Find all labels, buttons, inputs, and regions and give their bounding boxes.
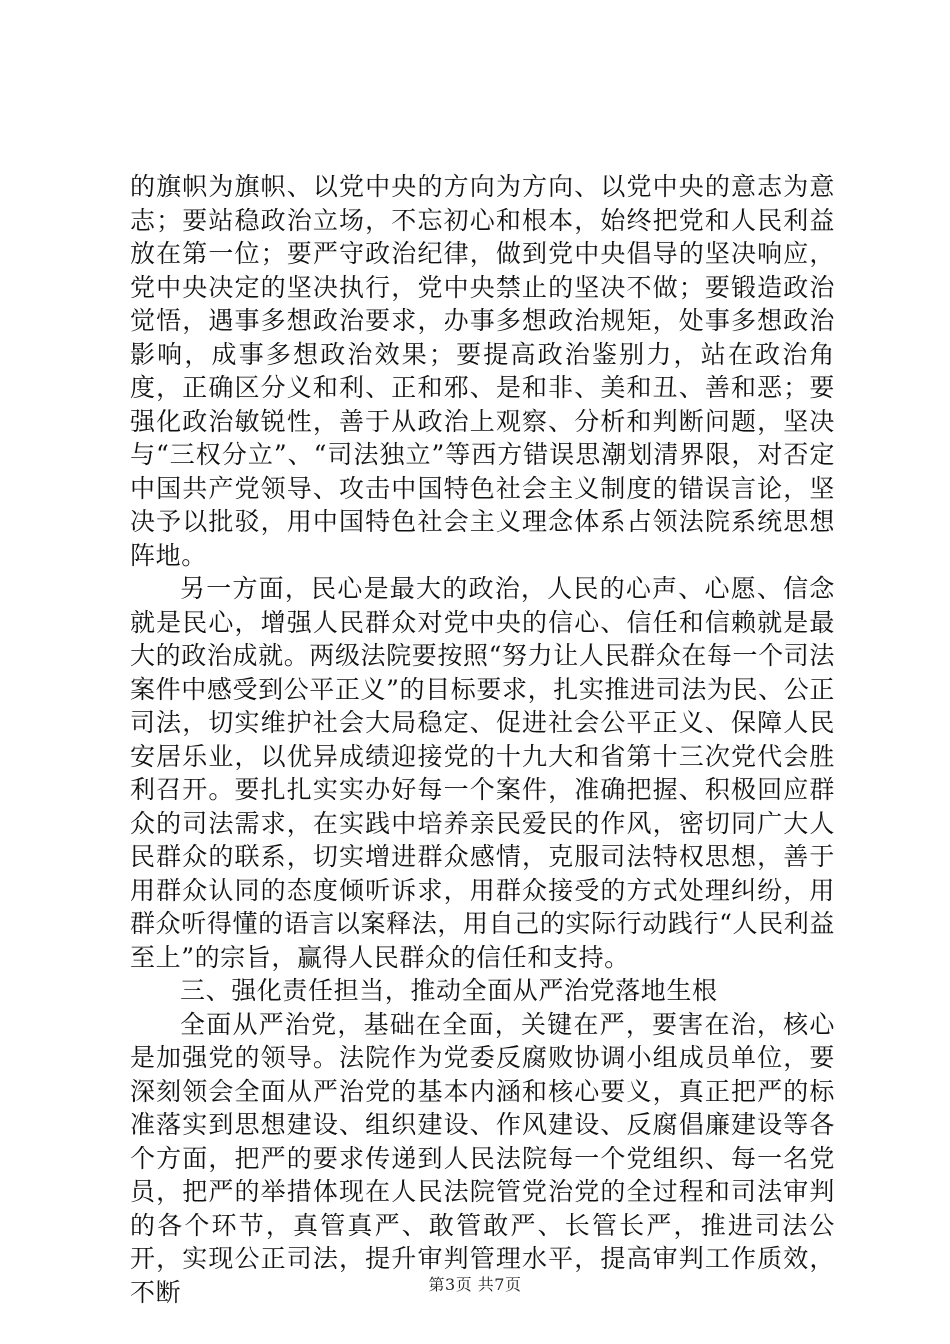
section-heading: 三、强化责任担当，推动全面从严治党落地生根 bbox=[180, 976, 718, 1005]
page-number-footer: 第3页 共7页 bbox=[428, 1275, 522, 1294]
document-body bbox=[130, 170, 835, 1309]
paragraph-public-support: 另一方面，民心是最大的政治，人民的心声、心愿、信念就是民心，增强人民群众对党中央的信心、信任和信赖就是最大的政治成就。两级法院要按照“努力让人民群众在每一个司法案件中感受到公平正义”的目标要求，扎实推进司法为民、公正司法，切实维护社会大局稳定、促进社会公平正义、保障人民安居乐业，以优异成绩迎接党的十九大和省第十三次党代会胜利召开。要扎扎实实办好每一个案件，准确把握、积极回应群众的司法需求，在实践中培养亲民爱民的作风，密切同广大人民群众的联系，切实增进群众感情，克服司法特权思想，善于用群众认同的态度倾听诉求，用群众接受的方式处理纠纷，用群众听得懂的语言以案释法，用自己的实际行动践行“人民利益至上”的宗旨，赢得人民群众的信任和支持。 bbox=[130, 574, 835, 972]
paragraph-political-stance: 的旗帜为旗帜、以党中央的方向为方向、以党中央的意志为意志；要站稳政治立场，不忘初心和根本，始终把党和人民利益放在第一位；要严守政治纪律，做到党中央倡导的坚决响应，党中央决定的坚决执行，党中央禁止的坚决不做；要锻造政治觉悟，遇事多想政治要求，办事多想政治规矩，处事多想政治影响，成事多想政治效果；要提高政治鉴别力，站在政治角度，正确区分义和利、正和邪、是和非、美和丑、善和恶；要强化政治敏锐性，善于从政治上观察、分析和判断问题，坚决与“三权分立”、“司法独立”等西方错误思潮划清界限，对否定中国共产党领导、攻击中国特色社会主义制度的错误言论，坚决予以批驳，用中国特色社会主义理念体系占领法院系统思想阵地。 bbox=[130, 172, 835, 570]
paragraph-strict-governance: 全面从严治党，基础在全面，关键在严，要害在治，核心是加强党的领导。法院作为党委反腐败协调小组成员单位，要深刻领会全面从严治党的基本内涵和核心要义，真正把严的标准落实到思想建设、组织建设、作风建设、反腐倡廉建设等各个方面，把严的要求传递到人民法院每一个党组织、每一名党员，把严的举措体现在人民法院管党治党的全过程和司法审判的各个环节，真管真严、敢管敢严、长管长严，推进司法公开，实现公正司法，提升审判管理水平，提高审判工作质效，不断 bbox=[130, 1009, 835, 1307]
